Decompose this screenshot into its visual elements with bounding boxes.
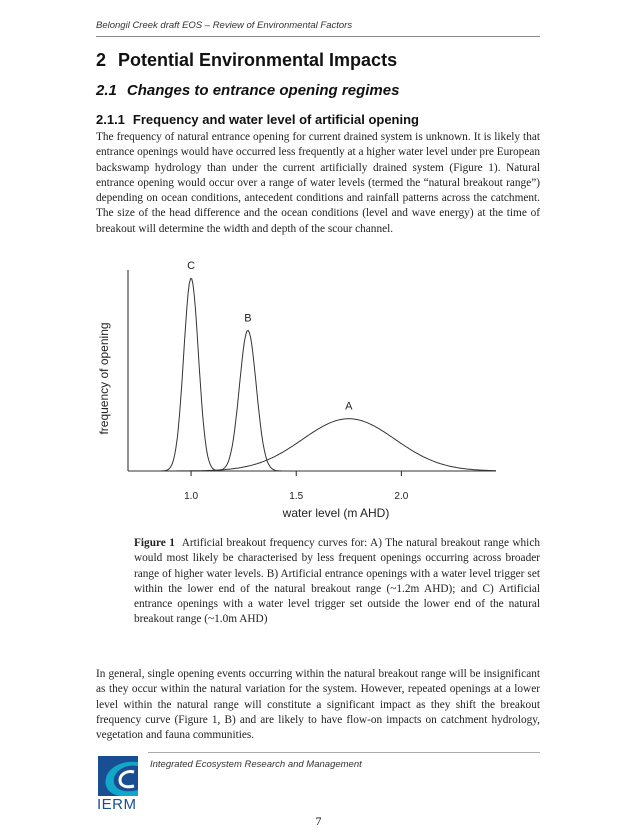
body-paragraph-1: The frequency of natural entrance opening for current drained system is unknown. It is likely that entrance openings would have occurred less frequently at a higher water level under pre European backswamp hydrology than under the current artificially drained system (Figure 1). Natural entrance opening would occur over a range of water levels (termed the “natural breakout range”) depending on ocean conditions, antecedent conditions and rainfall patterns across the catchment. The size of the head difference and the ocean conditions (level and wave energy) at the time of breakout will determine the width and depth of the scour channel.: [96, 131, 540, 235]
section-title: Potential Environmental Impacts: [118, 50, 398, 70]
x-tick-label: 1.5: [289, 491, 304, 502]
series-label-A: A: [345, 400, 353, 413]
figure-label: Figure 1: [134, 537, 175, 549]
curve-C: [128, 279, 496, 472]
figure-caption-text: Artificial breakout frequency curves for: A) The natural breakout range which would most likely be characterised by less frequent openings occurring across broader range of higher water levels. B) Artificial entrance openings with a water level trigger set within the lower end of the natural breakout range (~1.2m AHD); and C) Artificial entrance openings with a water level trigger set outside the lower end of the natural breakout range (~1.0m AHD): [134, 537, 540, 626]
curve-B: [128, 330, 496, 471]
page-number: 7: [315, 814, 322, 828]
figure-caption: [134, 536, 540, 628]
subsubsection-heading: [96, 112, 419, 127]
subsection-number: 2.1: [96, 82, 117, 99]
x-tick-label: 1.0: [184, 491, 199, 502]
running-header: Belongil Creek draft EOS – Review of Environmental Factors: [96, 20, 353, 31]
chart-plot-area: [97, 260, 496, 520]
subsection-heading: [96, 82, 399, 99]
subsection-title: Changes to entrance opening regimes: [126, 82, 400, 99]
body-paragraph-2: In general, single opening events occurring within the natural breakout range will be insignificant as they occur within the natural variation for the system. However, repeated openings at a lower level within the natural range will constitute a significant impact as they shift the breakout frequency curve (Figure 1, B) and are likely to have flow-on impacts on catchment hydrology, vegetation and fauna communities.: [96, 668, 540, 742]
ierm-logo: [98, 756, 138, 796]
footer-rule: [148, 752, 540, 753]
y-axis-title: frequency of opening: [97, 322, 111, 435]
header-rule: [96, 36, 540, 37]
x-axis-title: water level (m AHD): [282, 506, 390, 520]
section-heading: [96, 50, 397, 71]
subsubsection-number: 2.1.1: [96, 112, 125, 127]
series-label-C: C: [187, 260, 196, 273]
series-label-B: B: [244, 312, 252, 325]
subsubsection-title: Frequency and water level of artificial opening: [132, 112, 419, 127]
x-tick-label: 2.0: [394, 491, 409, 502]
breakout-frequency-chart: [96, 258, 540, 530]
section-number: 2: [96, 50, 107, 70]
footer-organisation: Integrated Ecosystem Research and Management: [150, 759, 362, 770]
logo-text: IERM: [97, 796, 137, 813]
curve-A: [128, 419, 496, 471]
